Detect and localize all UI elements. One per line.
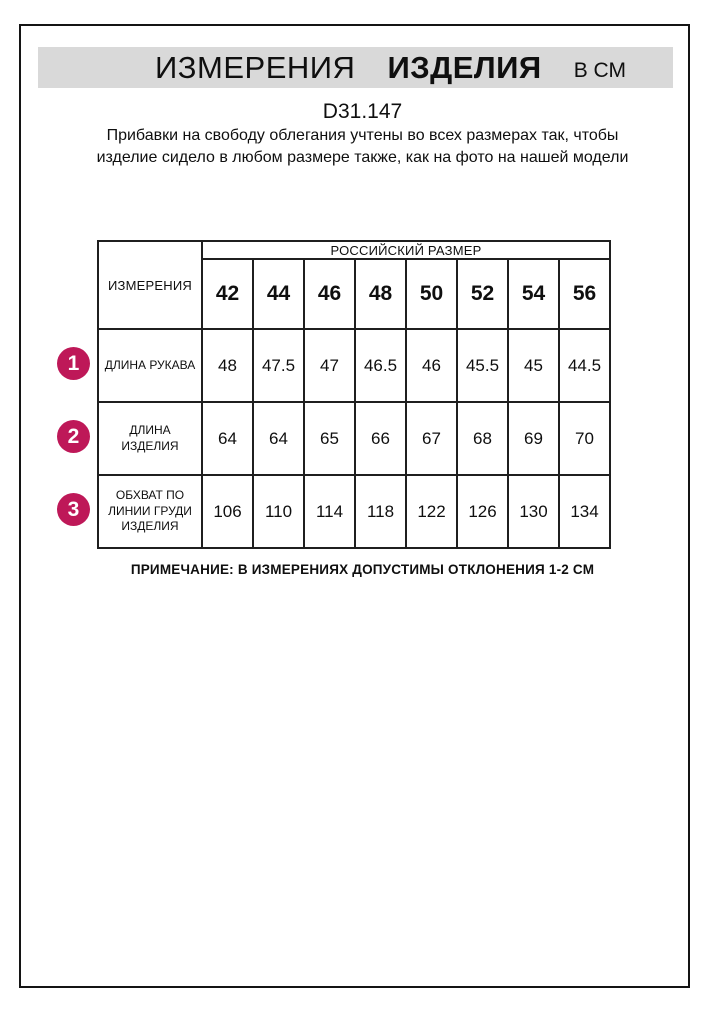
table-row-sleeve-length (98, 329, 610, 402)
size-header-44: 44 (253, 259, 304, 329)
value-cell: 46.5 (355, 329, 406, 402)
value-cell: 67 (406, 402, 457, 475)
size-header-56: 56 (559, 259, 610, 329)
row-number-badge-3: 3 (57, 493, 90, 526)
value-cell: 47 (304, 329, 355, 402)
page-title-product: ИЗДЕЛИЯ (387, 49, 542, 85)
value-cell: 66 (355, 402, 406, 475)
value-cell: 44.5 (559, 329, 610, 402)
value-cell: 45 (508, 329, 559, 402)
size-header-46: 46 (304, 259, 355, 329)
value-cell: 46 (406, 329, 457, 402)
value-cell: 64 (202, 402, 253, 475)
value-cell: 122 (406, 475, 457, 548)
row-label-cell: ДЛИНА ИЗДЕЛИЯ (98, 402, 202, 475)
row-number-badge-2: 2 (57, 420, 90, 453)
value-cell: 48 (202, 329, 253, 402)
value-cell: 114 (304, 475, 355, 548)
table-row-chest-girth (98, 475, 610, 548)
page-title-units: В СМ (573, 58, 626, 82)
value-cell: 70 (559, 402, 610, 475)
size-table (97, 240, 611, 549)
size-header-50: 50 (406, 259, 457, 329)
row-label-cell: ДЛИНА РУКАВА (98, 329, 202, 402)
value-cell: 118 (355, 475, 406, 548)
size-header-54: 54 (508, 259, 559, 329)
value-cell: 110 (253, 475, 304, 548)
size-table-container (67, 240, 611, 549)
product-code: D31.147 (322, 100, 403, 123)
value-cell: 65 (304, 402, 355, 475)
value-cell: 64 (253, 402, 304, 475)
value-cell: 106 (202, 475, 253, 548)
fit-description: Прибавки на свободу облегания учтены во всех размерах так, чтобы изделие сидело в любом размере также, как на фото на нашей модели (96, 127, 629, 166)
value-cell: 47.5 (253, 329, 304, 402)
row-number-badge-1: 1 (57, 347, 90, 380)
row-label-cell: ОБХВАТ ПО ЛИНИИ ГРУДИ ИЗДЕЛИЯ (98, 475, 202, 548)
page-title-measurements: ИЗМЕРЕНИЯ (155, 49, 356, 85)
value-cell: 126 (457, 475, 508, 548)
value-cell: 134 (559, 475, 610, 548)
value-cell: 69 (508, 402, 559, 475)
table-row-item-length (98, 402, 610, 475)
value-cell: 45.5 (457, 329, 508, 402)
size-header-42: 42 (202, 259, 253, 329)
value-cell: 130 (508, 475, 559, 548)
value-cell: 68 (457, 402, 508, 475)
size-header-52: 52 (457, 259, 508, 329)
title-bar (38, 47, 673, 88)
group-header-cell: РОССИЙСКИЙ РАЗМЕР (202, 241, 610, 259)
size-header-48: 48 (355, 259, 406, 329)
tolerance-note: ПРИМЕЧАНИЕ: В ИЗМЕРЕНИЯХ ДОПУСТИМЫ ОТКЛОНЕНИЯ 1-2 СМ (130, 562, 595, 577)
corner-header-cell: ИЗМЕРЕНИЯ (98, 241, 202, 329)
